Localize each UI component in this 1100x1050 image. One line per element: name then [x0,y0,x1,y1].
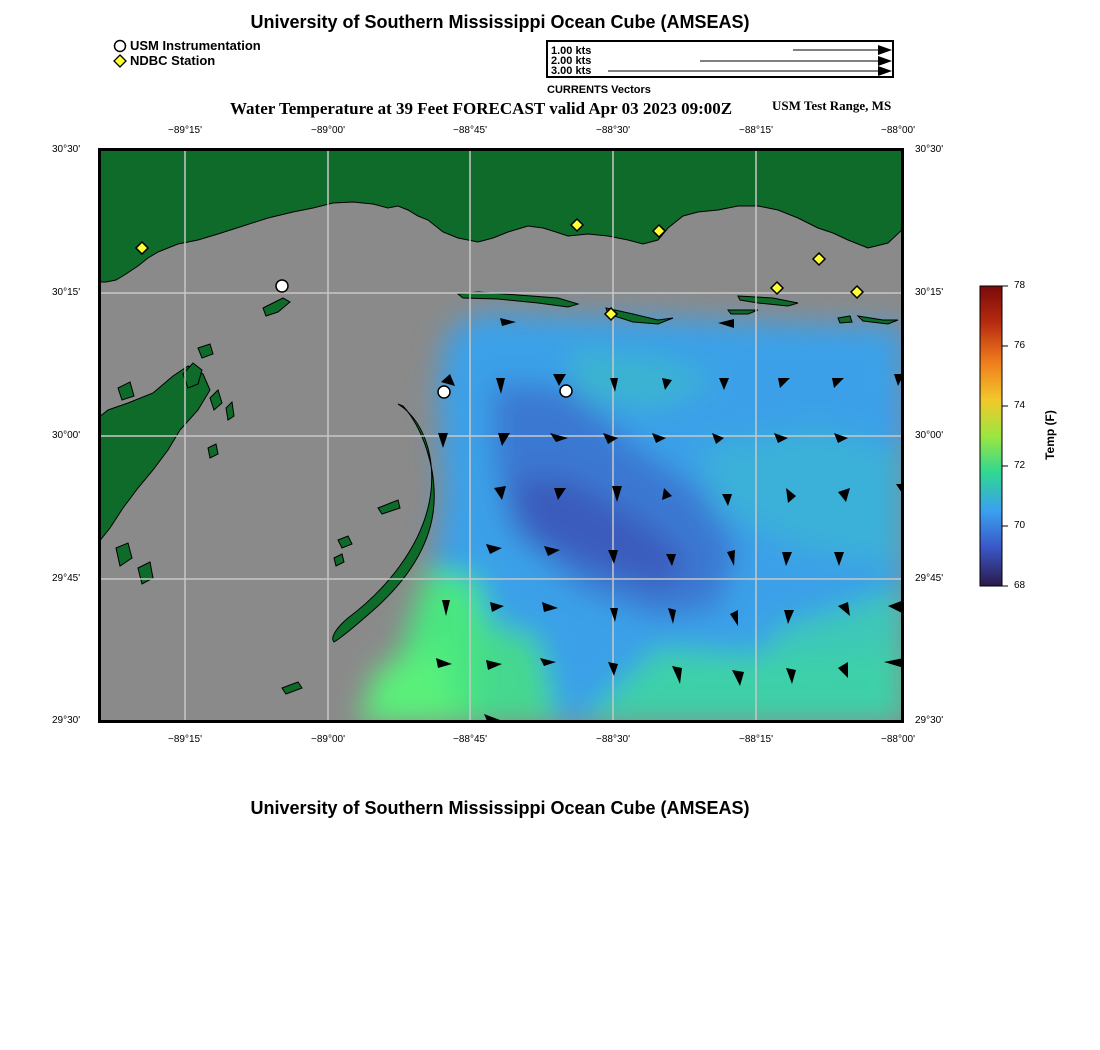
legend-ndbc [113,53,261,68]
arrowhead-icon [878,45,892,55]
footer-title: University of Southern Mississippi Ocean Cube (AMSEAS) [250,798,750,818]
colorbar-tick-label: 72 [1014,460,1026,471]
vector-key-arrows [548,42,892,76]
top-tick-label: −88°45' [453,125,487,136]
top-tick-label: −88°15' [739,125,773,136]
arrowhead-icon [878,56,892,66]
vector-key-caption: CURRENTS Vectors [547,84,651,96]
colorbar-tick-label: 76 [1014,340,1026,351]
bottom-tick-label: −88°00' [881,734,915,745]
colorbar-tick-label: 74 [1014,400,1026,411]
left-tick-label: 30°00' [52,430,81,441]
bottom-tick-label: −88°45' [453,734,487,745]
circle-icon [560,385,572,397]
colorbar-ticks [1002,286,1008,586]
page-title: University of Southern Mississippi Ocean Cube (AMSEAS) [250,12,750,32]
vector-key-label: 1.00 kts [551,45,592,57]
right-tick-label: 29°30' [915,715,944,726]
map-location: USM Test Range, MS [772,98,892,113]
right-tick-label: 30°30' [915,144,944,155]
circle-icon [113,39,127,53]
colorbar-tick-label: 70 [1014,520,1026,531]
legend-usm [113,38,261,53]
bottom-tick-label: −88°30' [596,734,630,745]
left-tick-label: 30°15' [52,287,81,298]
colorbar-tick-label: 78 [1014,280,1026,291]
left-tick-label: 30°30' [52,144,81,155]
top-tick-label: −89°15' [168,125,202,136]
vector-key-box [546,40,894,78]
map-panel [98,148,904,723]
top-tick-label: −88°00' [881,125,915,136]
colorbar-tick-label: 68 [1014,580,1026,591]
arrowhead-icon [878,66,892,76]
circle-icon [276,280,288,292]
vector-key-label: 2.00 kts [551,55,592,67]
colorbar [975,280,1035,592]
map-subtitle: Water Temperature at 39 Feet FORECAST valid Apr 03 2023 09:00Z [230,99,733,118]
bottom-tick-label: −88°15' [739,734,773,745]
left-tick-label: 29°30' [52,715,81,726]
circle-icon [438,386,450,398]
legend-ndbc-label: NDBC Station [130,53,216,68]
top-tick-label: −88°30' [596,125,630,136]
legend-usm-label: USM Instrumentation [130,38,261,53]
right-tick-label: 30°00' [915,430,944,441]
colorbar-gradient [980,286,1002,586]
right-tick-label: 29°45' [915,573,944,584]
bottom-tick-label: −89°15' [168,734,202,745]
bottom-tick-label: −89°00' [311,734,345,745]
right-tick-label: 30°15' [915,287,944,298]
top-tick-label: −89°00' [311,125,345,136]
symbol-legend [113,38,261,68]
diamond-icon [113,54,127,68]
colorbar-label: Temp (F) [1043,410,1057,460]
vector-key-label: 3.00 kts [551,65,592,77]
left-tick-label: 29°45' [52,573,81,584]
